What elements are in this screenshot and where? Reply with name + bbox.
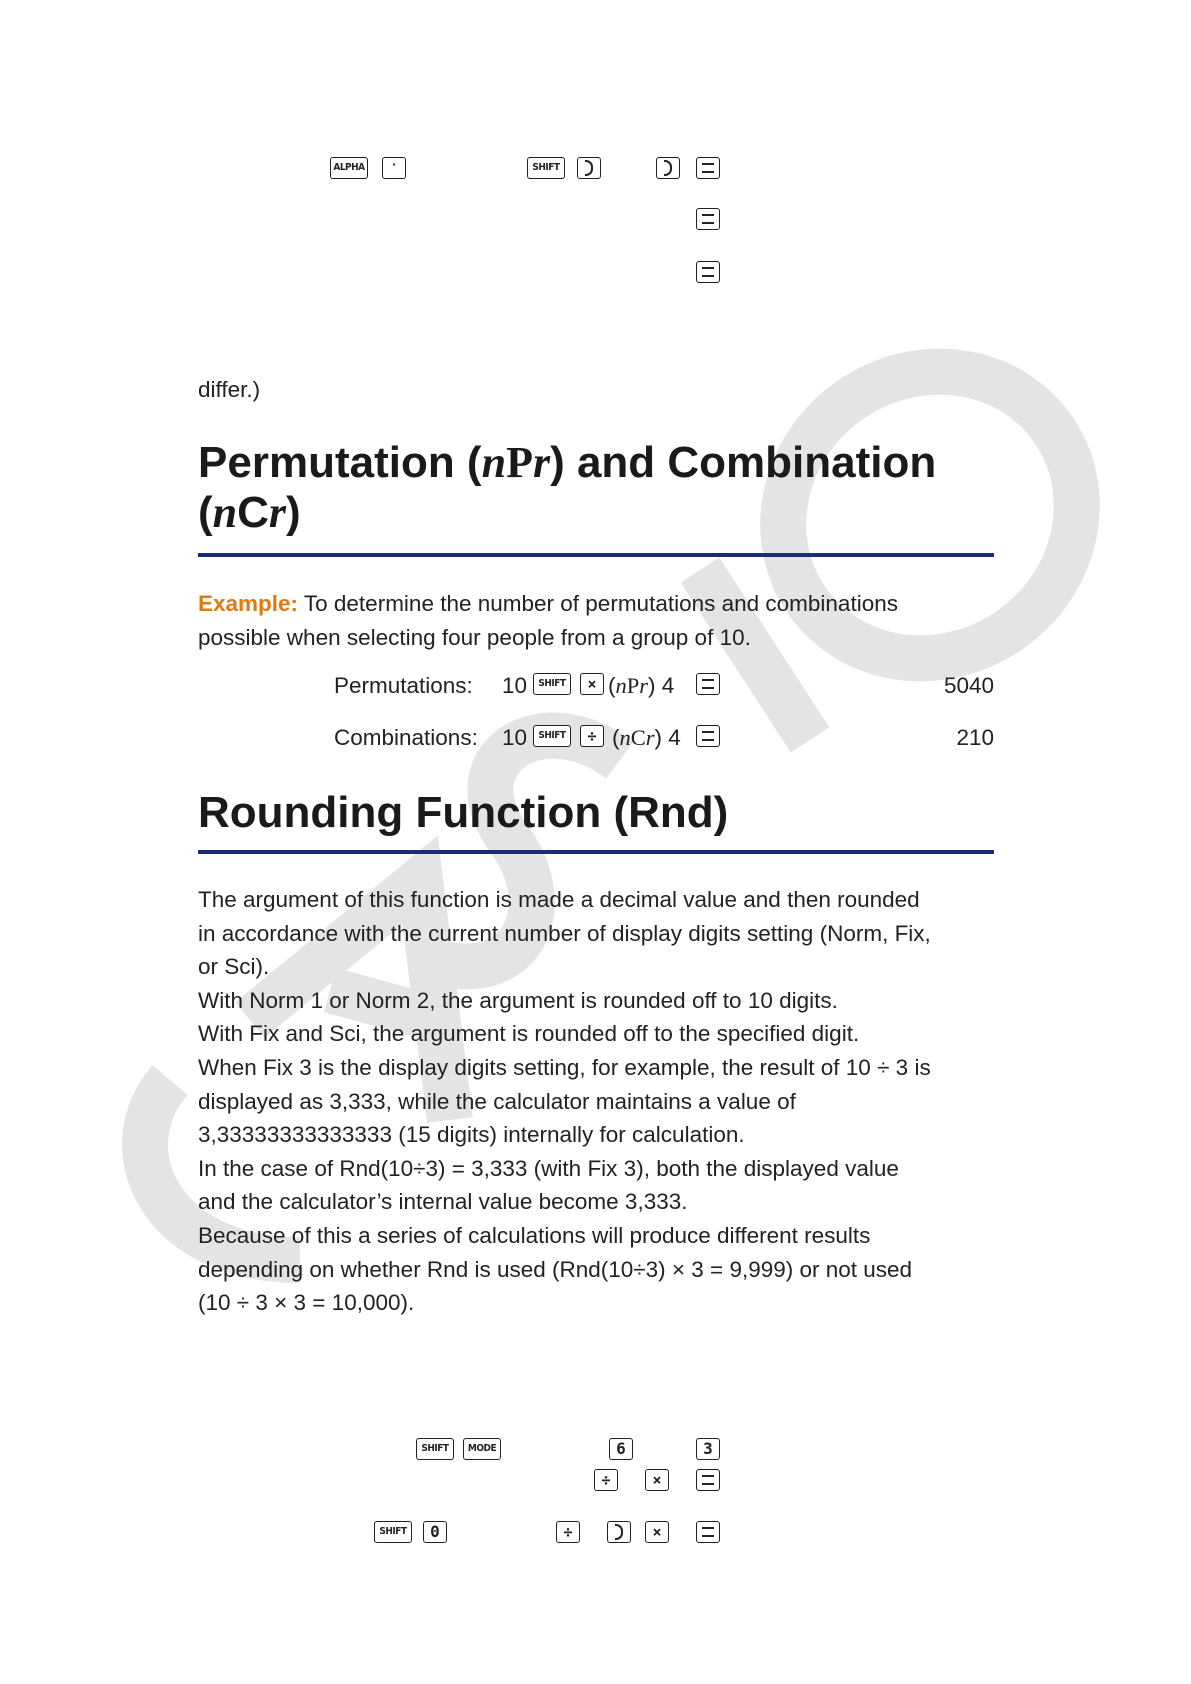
body-line: With Norm 1 or Norm 2, the argument is rounded off to 10 digits.	[198, 987, 838, 1013]
shift-key: SHIFT	[527, 157, 565, 179]
combinations-number: 10	[502, 725, 528, 750]
npr-function: (nPr) 4	[608, 673, 675, 698]
example-text: To determine the number of permutations and combinations possible when selecting four people from a group of 10.	[198, 591, 898, 650]
title-italic: n	[481, 438, 507, 487]
body-line: or Sci).	[198, 954, 270, 980]
body-line: With Fix and Sci, the argument is rounded off to the specified digit.	[198, 1021, 860, 1047]
title-part: P	[506, 438, 533, 487]
body-line: In the case of Rnd(10÷3) = 3,333 (with Fix 3), both the displayed value	[198, 1155, 899, 1181]
divide-key: ÷	[556, 1521, 580, 1543]
title-part: )	[286, 488, 301, 537]
equals-key	[696, 208, 720, 230]
section-title-rounding: Rounding Function (Rnd)	[198, 788, 729, 837]
equals-key	[696, 261, 720, 283]
body-line: in accordance with the current number of display digits setting (Norm, Fix,	[198, 920, 931, 946]
alpha-key: ALPHA	[330, 157, 368, 179]
zero-key: 0	[423, 1521, 447, 1543]
continued-text: differ.)	[198, 377, 261, 402]
title-italic: n	[212, 488, 238, 537]
equals-key	[696, 725, 720, 747]
rounding-body	[198, 883, 998, 1320]
close-paren-key	[607, 1521, 631, 1543]
ncr-function: (nCr) 4	[612, 725, 681, 750]
body-line: and the calculator’s internal value become 3,333.	[198, 1189, 688, 1215]
close-paren-key	[656, 157, 680, 179]
combinations-label: Combinations:	[334, 725, 478, 750]
equals-key	[696, 157, 720, 179]
title-part: (	[198, 488, 213, 537]
shift-key: SHIFT	[533, 673, 571, 695]
title-part: ) and Combination	[550, 438, 937, 487]
multiply-key: ×	[645, 1521, 669, 1543]
title-italic: r	[268, 488, 287, 537]
comma-key	[382, 157, 406, 179]
title-part: Permutation (	[198, 438, 482, 487]
shift-key: SHIFT	[416, 1438, 454, 1460]
body-line: The argument of this function is made a decimal value and then rounded	[198, 887, 920, 912]
multiply-key: ×	[580, 673, 604, 695]
section-title-permutation	[198, 438, 936, 538]
body-line: Because of this a series of calculations will produce different results	[198, 1222, 871, 1248]
permutations-result: 5040	[943, 673, 994, 698]
divide-key: ÷	[594, 1469, 618, 1491]
mode-key: MODE	[463, 1438, 501, 1460]
section-divider	[198, 850, 994, 854]
shift-key: SHIFT	[374, 1521, 412, 1543]
permutations-label: Permutations:	[334, 673, 473, 698]
combinations-result: 210	[956, 725, 994, 750]
permutations-number: 10	[502, 673, 528, 698]
body-line: displayed as 3,333, while the calculator maintains a value of	[198, 1088, 796, 1114]
example-paragraph	[198, 587, 978, 654]
divide-key: ÷	[580, 725, 604, 747]
body-line: (10 ÷ 3 × 3 = 10,000).	[198, 1290, 415, 1316]
three-key: 3	[696, 1438, 720, 1460]
equals-key	[696, 1469, 720, 1491]
multiply-key: ×	[645, 1469, 669, 1491]
equals-key	[696, 673, 720, 695]
equals-key	[696, 1521, 720, 1543]
title-italic: r	[532, 438, 551, 487]
title-part: C	[237, 488, 269, 537]
shift-key: SHIFT	[533, 725, 571, 747]
example-label: Example:	[198, 591, 299, 616]
body-line: When Fix 3 is the display digits setting, for example, the result of 10 ÷ 3 is	[198, 1054, 931, 1080]
close-paren-key	[577, 157, 601, 179]
body-line: 3,33333333333333 (15 digits) internally for calculation.	[198, 1122, 745, 1148]
body-line: depending on whether Rnd is used (Rnd(10÷3) × 3 = 9,999) or not used	[198, 1256, 913, 1282]
six-key: 6	[609, 1438, 633, 1460]
section-divider	[198, 553, 994, 557]
